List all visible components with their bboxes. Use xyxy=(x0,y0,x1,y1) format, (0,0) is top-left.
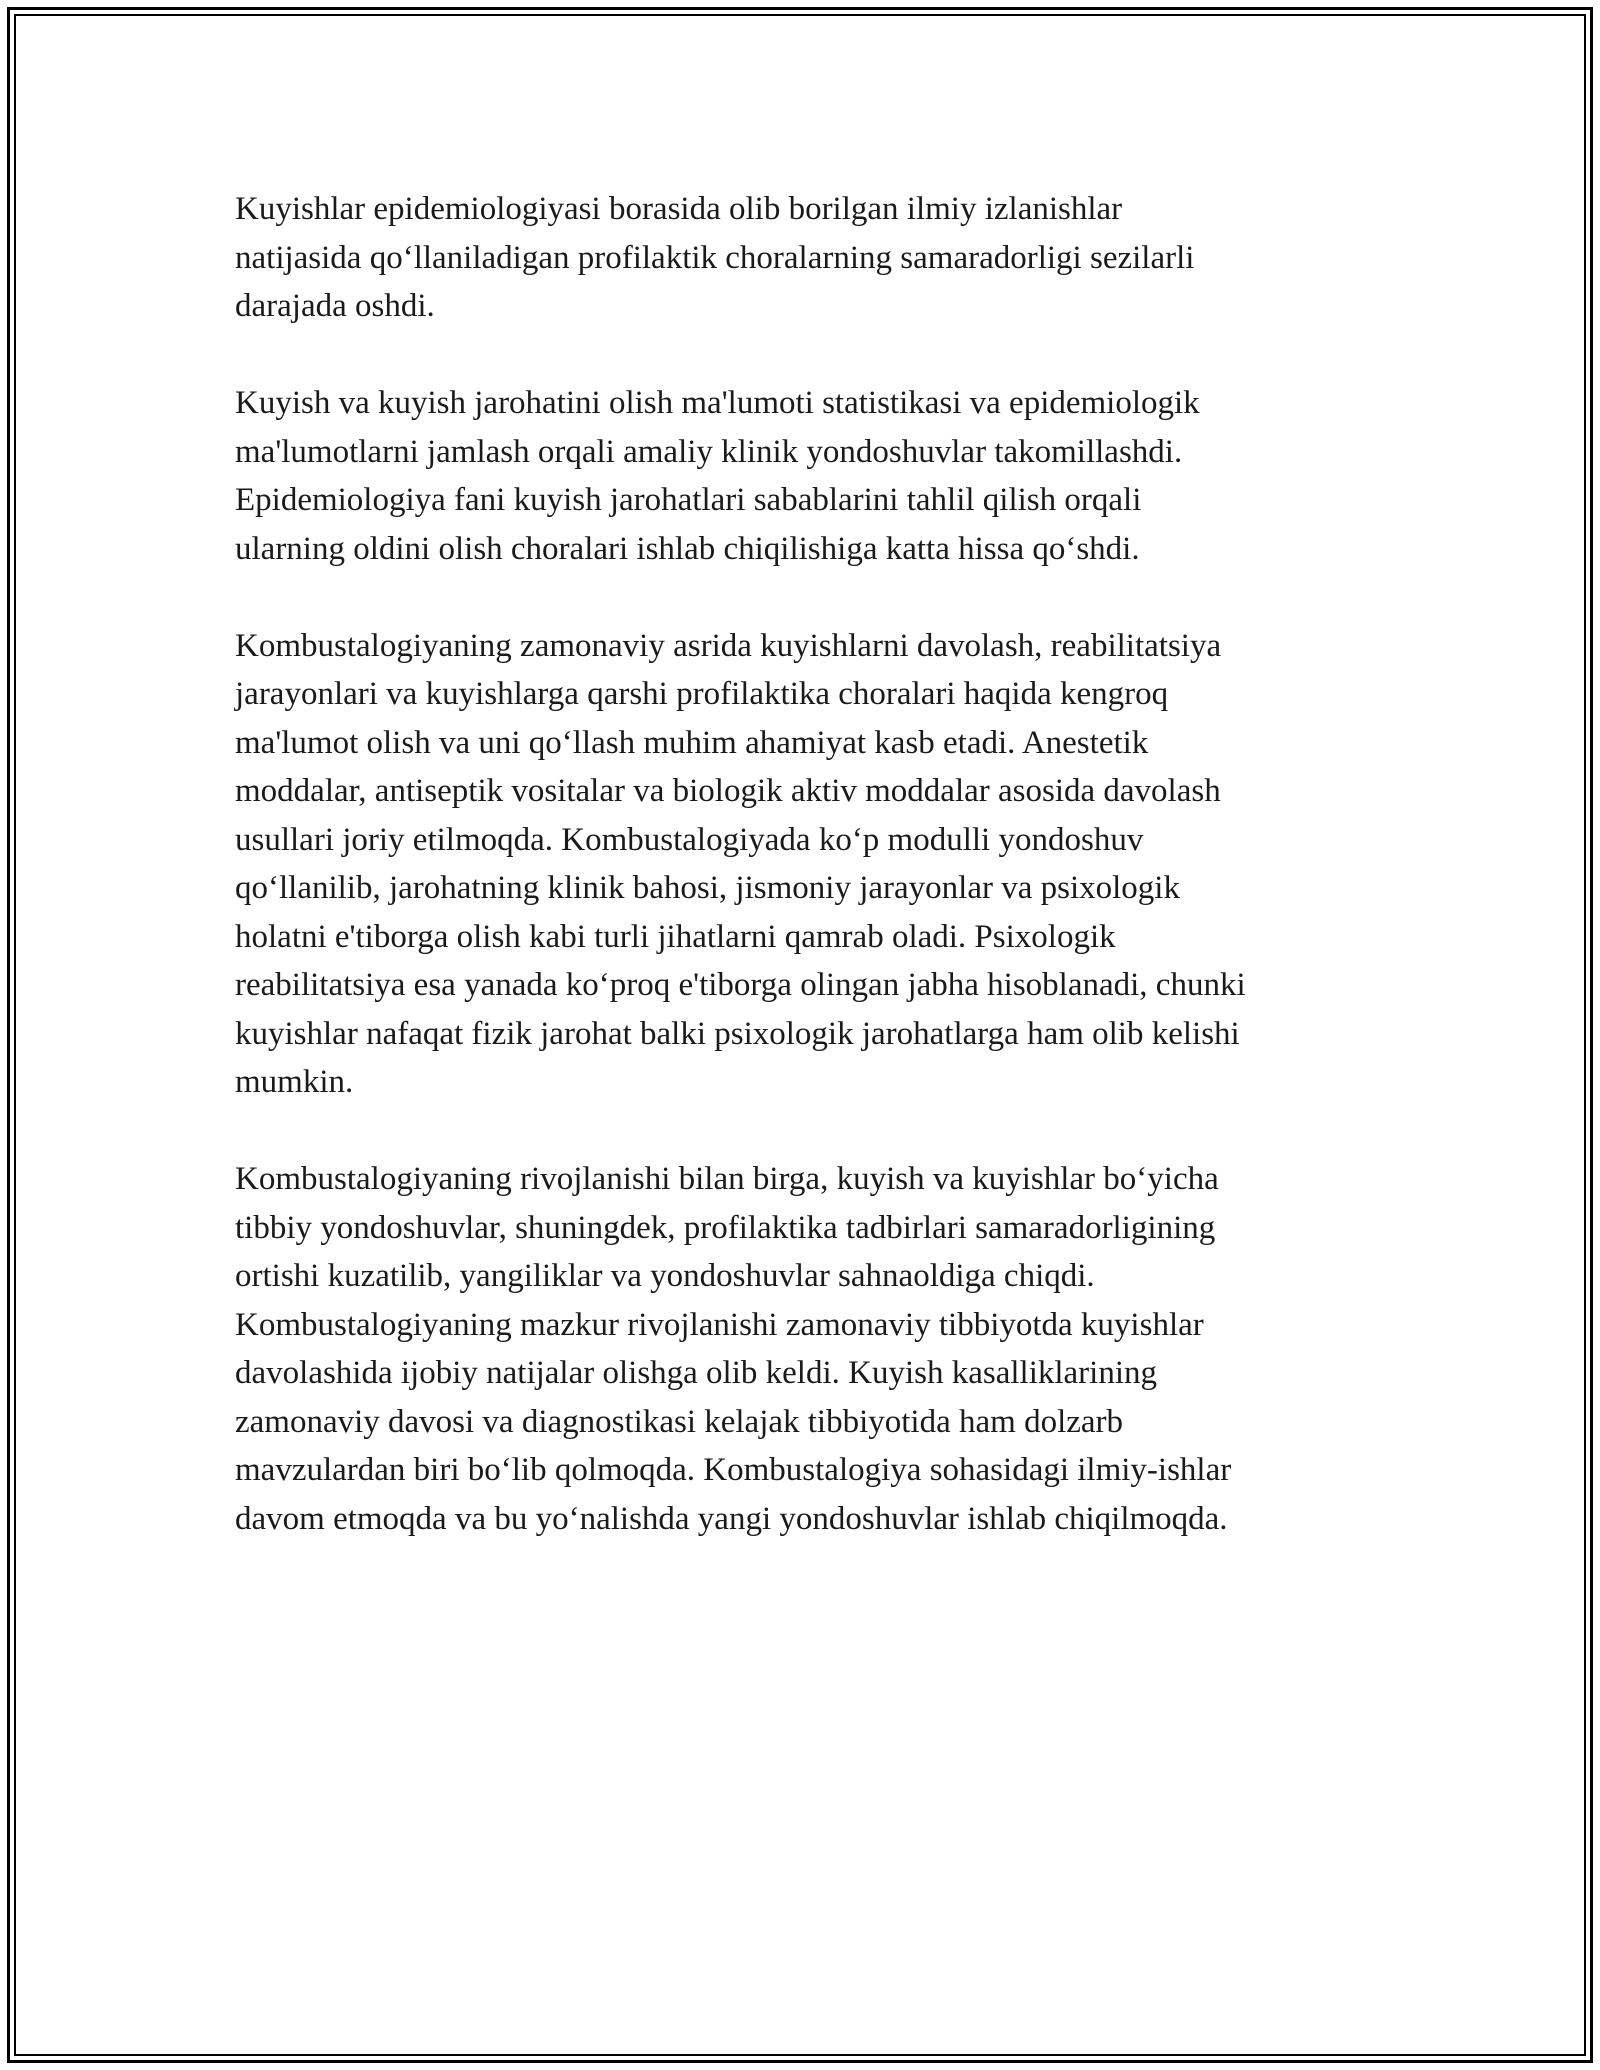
text-line: tibbiy yondoshuvlar, shuningdek, profilaktika tadbirlari samaradorligining xyxy=(235,1209,1216,1246)
text-line: Kombustalogiyaning zamonaviy asrida kuyishlarni davolash, reabilitatsiya xyxy=(235,627,1222,664)
paragraph-1 xyxy=(235,185,1375,331)
paragraph-4 xyxy=(235,1155,1375,1543)
paragraph-2 xyxy=(235,379,1375,573)
text-line: reabilitatsiya esa yanada ko‘proq e'tiborga olingan jabha hisoblanadi, chunki xyxy=(235,967,1246,1003)
text-line: natijasida qo‘llaniladigan profilaktik choralarning samaradorligi sezilarli xyxy=(235,239,1195,276)
text-line: zamonaviy davosi va diagnostikasi kelajak tibbiyotida ham dolzarb xyxy=(235,1403,1124,1440)
text-line: davolashida ijobiy natijalar olishga olib keldi. Kuyish kasalliklarining xyxy=(235,1355,1158,1391)
text-line: Kombustalogiyaning mazkur rivojlanishi zamonaviy tibbiyotda kuyishlar xyxy=(235,1306,1204,1343)
text-line: mumkin. xyxy=(235,1064,354,1100)
text-line: moddalar, antiseptik vositalar va biologik aktiv moddalar asosida davolash xyxy=(235,773,1221,809)
text-line: ma'lumot olish va uni qo‘llash muhim ahamiyat kasb etadi. Anestetik xyxy=(235,724,1149,761)
text-line: ma'lumotlarni jamlash orqali amaliy klinik yondoshuvlar takomillashdi. xyxy=(235,433,1183,470)
text-line: ularning oldini olish choralari ishlab chiqilishiga katta hissa qo‘shdi. xyxy=(235,530,1140,567)
text-line: Kuyishlar epidemiologiyasi borasida olib borilgan ilmiy izlanishlar xyxy=(235,191,1123,227)
text-line: Kombustalogiyaning rivojlanishi bilan birga, kuyish va kuyishlar bo‘yicha xyxy=(235,1161,1219,1197)
text-line: usullari joriy etilmoqda. Kombustalogiyada ko‘p modulli yondoshuv xyxy=(235,821,1144,858)
text-line: darajada oshdi. xyxy=(235,288,435,324)
text-line: qo‘llanilib, jarohatning klinik bahosi, jismoniy jarayonlar va psixologik xyxy=(235,870,1180,906)
text-line: jarayonlari va kuyishlarga qarshi profilaktika choralari haqida kengroq xyxy=(235,676,1169,712)
text-line: kuyishlar nafaqat fizik jarohat balki psixologik jarohatlarga ham olib kelishi xyxy=(235,1015,1240,1052)
text-line: Kuyish va kuyish jarohatini olish ma'lumoti statistikasi va epidemiologik xyxy=(235,385,1200,421)
text-line: Epidemiologiya fani kuyish jarohatlari sabablarini tahlil qilish orqali xyxy=(235,482,1142,518)
text-line: davom etmoqda va bu yo‘nalishda yangi yondoshuvlar ishlab chiqilmoqda. xyxy=(235,1500,1228,1537)
document-body xyxy=(235,185,1375,1592)
text-line: mavzulardan biri bo‘lib qolmoqda. Kombustalogiya sohasidagi ilmiy-ishlar xyxy=(235,1452,1232,1488)
text-line: holatni e'tiborga olish kabi turli jihatlarni qamrab oladi. Psixologik xyxy=(235,918,1116,955)
paragraph-3 xyxy=(235,622,1375,1107)
text-line: ortishi kuzatilib, yangiliklar va yondoshuvlar sahnaoldiga chiqdi. xyxy=(235,1258,1095,1294)
